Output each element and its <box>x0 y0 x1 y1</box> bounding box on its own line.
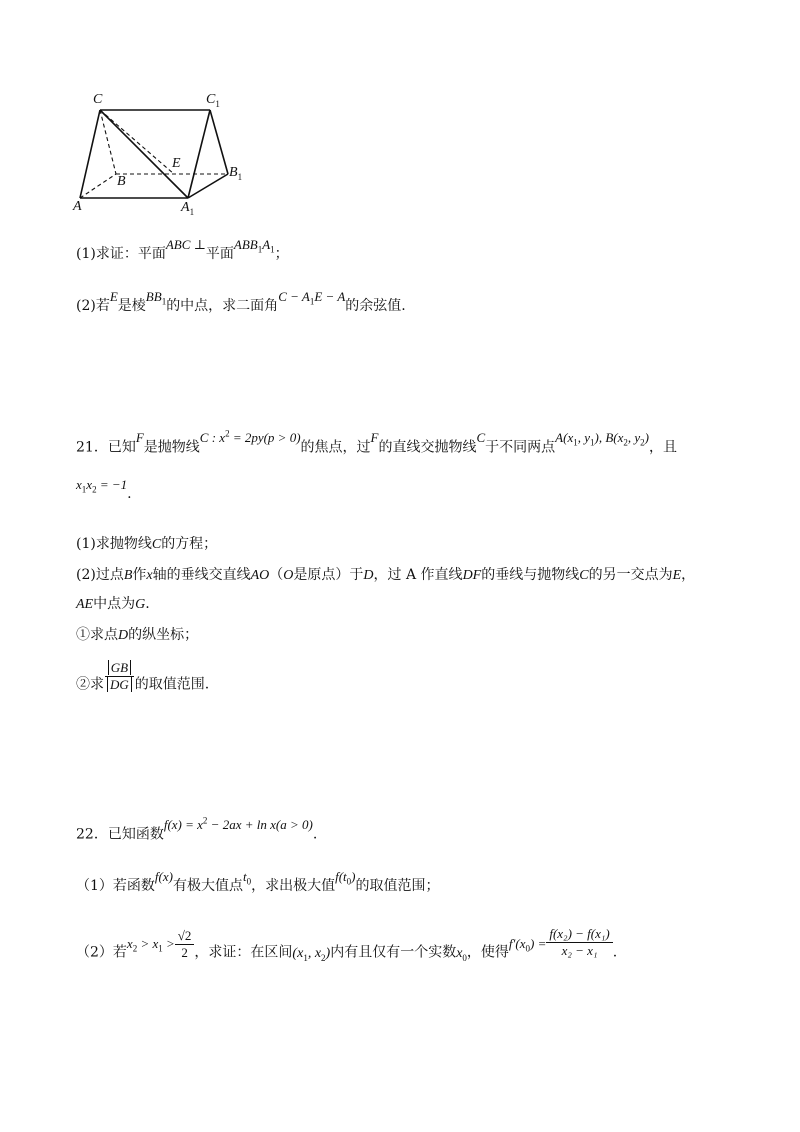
ratio-GB-DG: $\frac{GB}{DG}$ <box>104 660 135 693</box>
q22-part1: （1）若函数f(x)有极大值点$t_0$，求出极大值$f(t_0)$的取值范围； <box>76 869 440 894</box>
label-C1: $C_1$ <box>206 92 220 109</box>
edge-C-A <box>80 110 100 198</box>
q21-intro: 21．已知F是抛物线C : $x^2 = 2py(p > 0)$的焦点，过F的直线交抛物线C于不同两点$A(x_1$, $y_1$), $B(x_2$, $y_2$)，且 <box>76 429 677 456</box>
q21-sub1: ①求点D的纵坐标； <box>76 627 199 643</box>
label-B1: $B_1$ <box>229 165 243 182</box>
sqrt2-over-2: $\frac{√2}{2}$ <box>175 928 195 961</box>
edge-C-A1 <box>100 110 188 198</box>
edge-C1-A1 <box>188 110 210 198</box>
label-C: C <box>93 92 103 107</box>
edge-A1-B1 <box>188 174 228 198</box>
q21-condition: $x_1x_2 = -1$. <box>76 477 132 502</box>
edge-C-B <box>100 110 116 174</box>
edge-C-E <box>100 110 174 174</box>
difference-quotient: $\frac{\text{f(x₂) − f(x₁)}}{\text{x₂ − x₁}}$ <box>546 926 612 959</box>
prism-figure <box>70 90 260 225</box>
q20-part1: (1)求证：平面ABC ⊥平面$ABB_1A_1$； <box>76 237 289 262</box>
q21-part2: (2)过点B作x轴的垂线交直线AO（O是原点）于D，过 A 作直线DF的垂线与抛物线C的另一交点为E， <box>76 567 696 583</box>
label-B: B <box>117 174 126 189</box>
q21-sub2: ②求 $\frac{GB}{DG}$ 的取值范围. <box>76 660 210 693</box>
q21-part1: (1)求抛物线C的方程； <box>76 536 218 552</box>
q21-part2-cont: AE中点为G. <box>76 596 150 612</box>
label-A1: $A_1$ <box>181 200 195 217</box>
q22-intro: 22．已知函数$f(x) = x^2 - 2ax + \ln x(a > 0)$. <box>76 816 318 843</box>
label-E: E <box>172 156 181 171</box>
label-A: A <box>73 199 82 214</box>
edge-C1-B1 <box>210 110 228 174</box>
q20-part2: (2)若E是棱$BB_1$的中点，求二面角$C - A_1E - A$的余弦值. <box>76 289 406 314</box>
q22-part2: （2）若$x_2 > x_1$ > $\frac{√2}{2}$ ，求证：在区间($x_1$, $x_2$)内有且仅有一个实数$x_0$，使得$f'(x_0)$ = $\frac{\text{f(x₂) − f(x₁)}}{\text{x₂ − x₁}}$ . <box>76 926 618 963</box>
